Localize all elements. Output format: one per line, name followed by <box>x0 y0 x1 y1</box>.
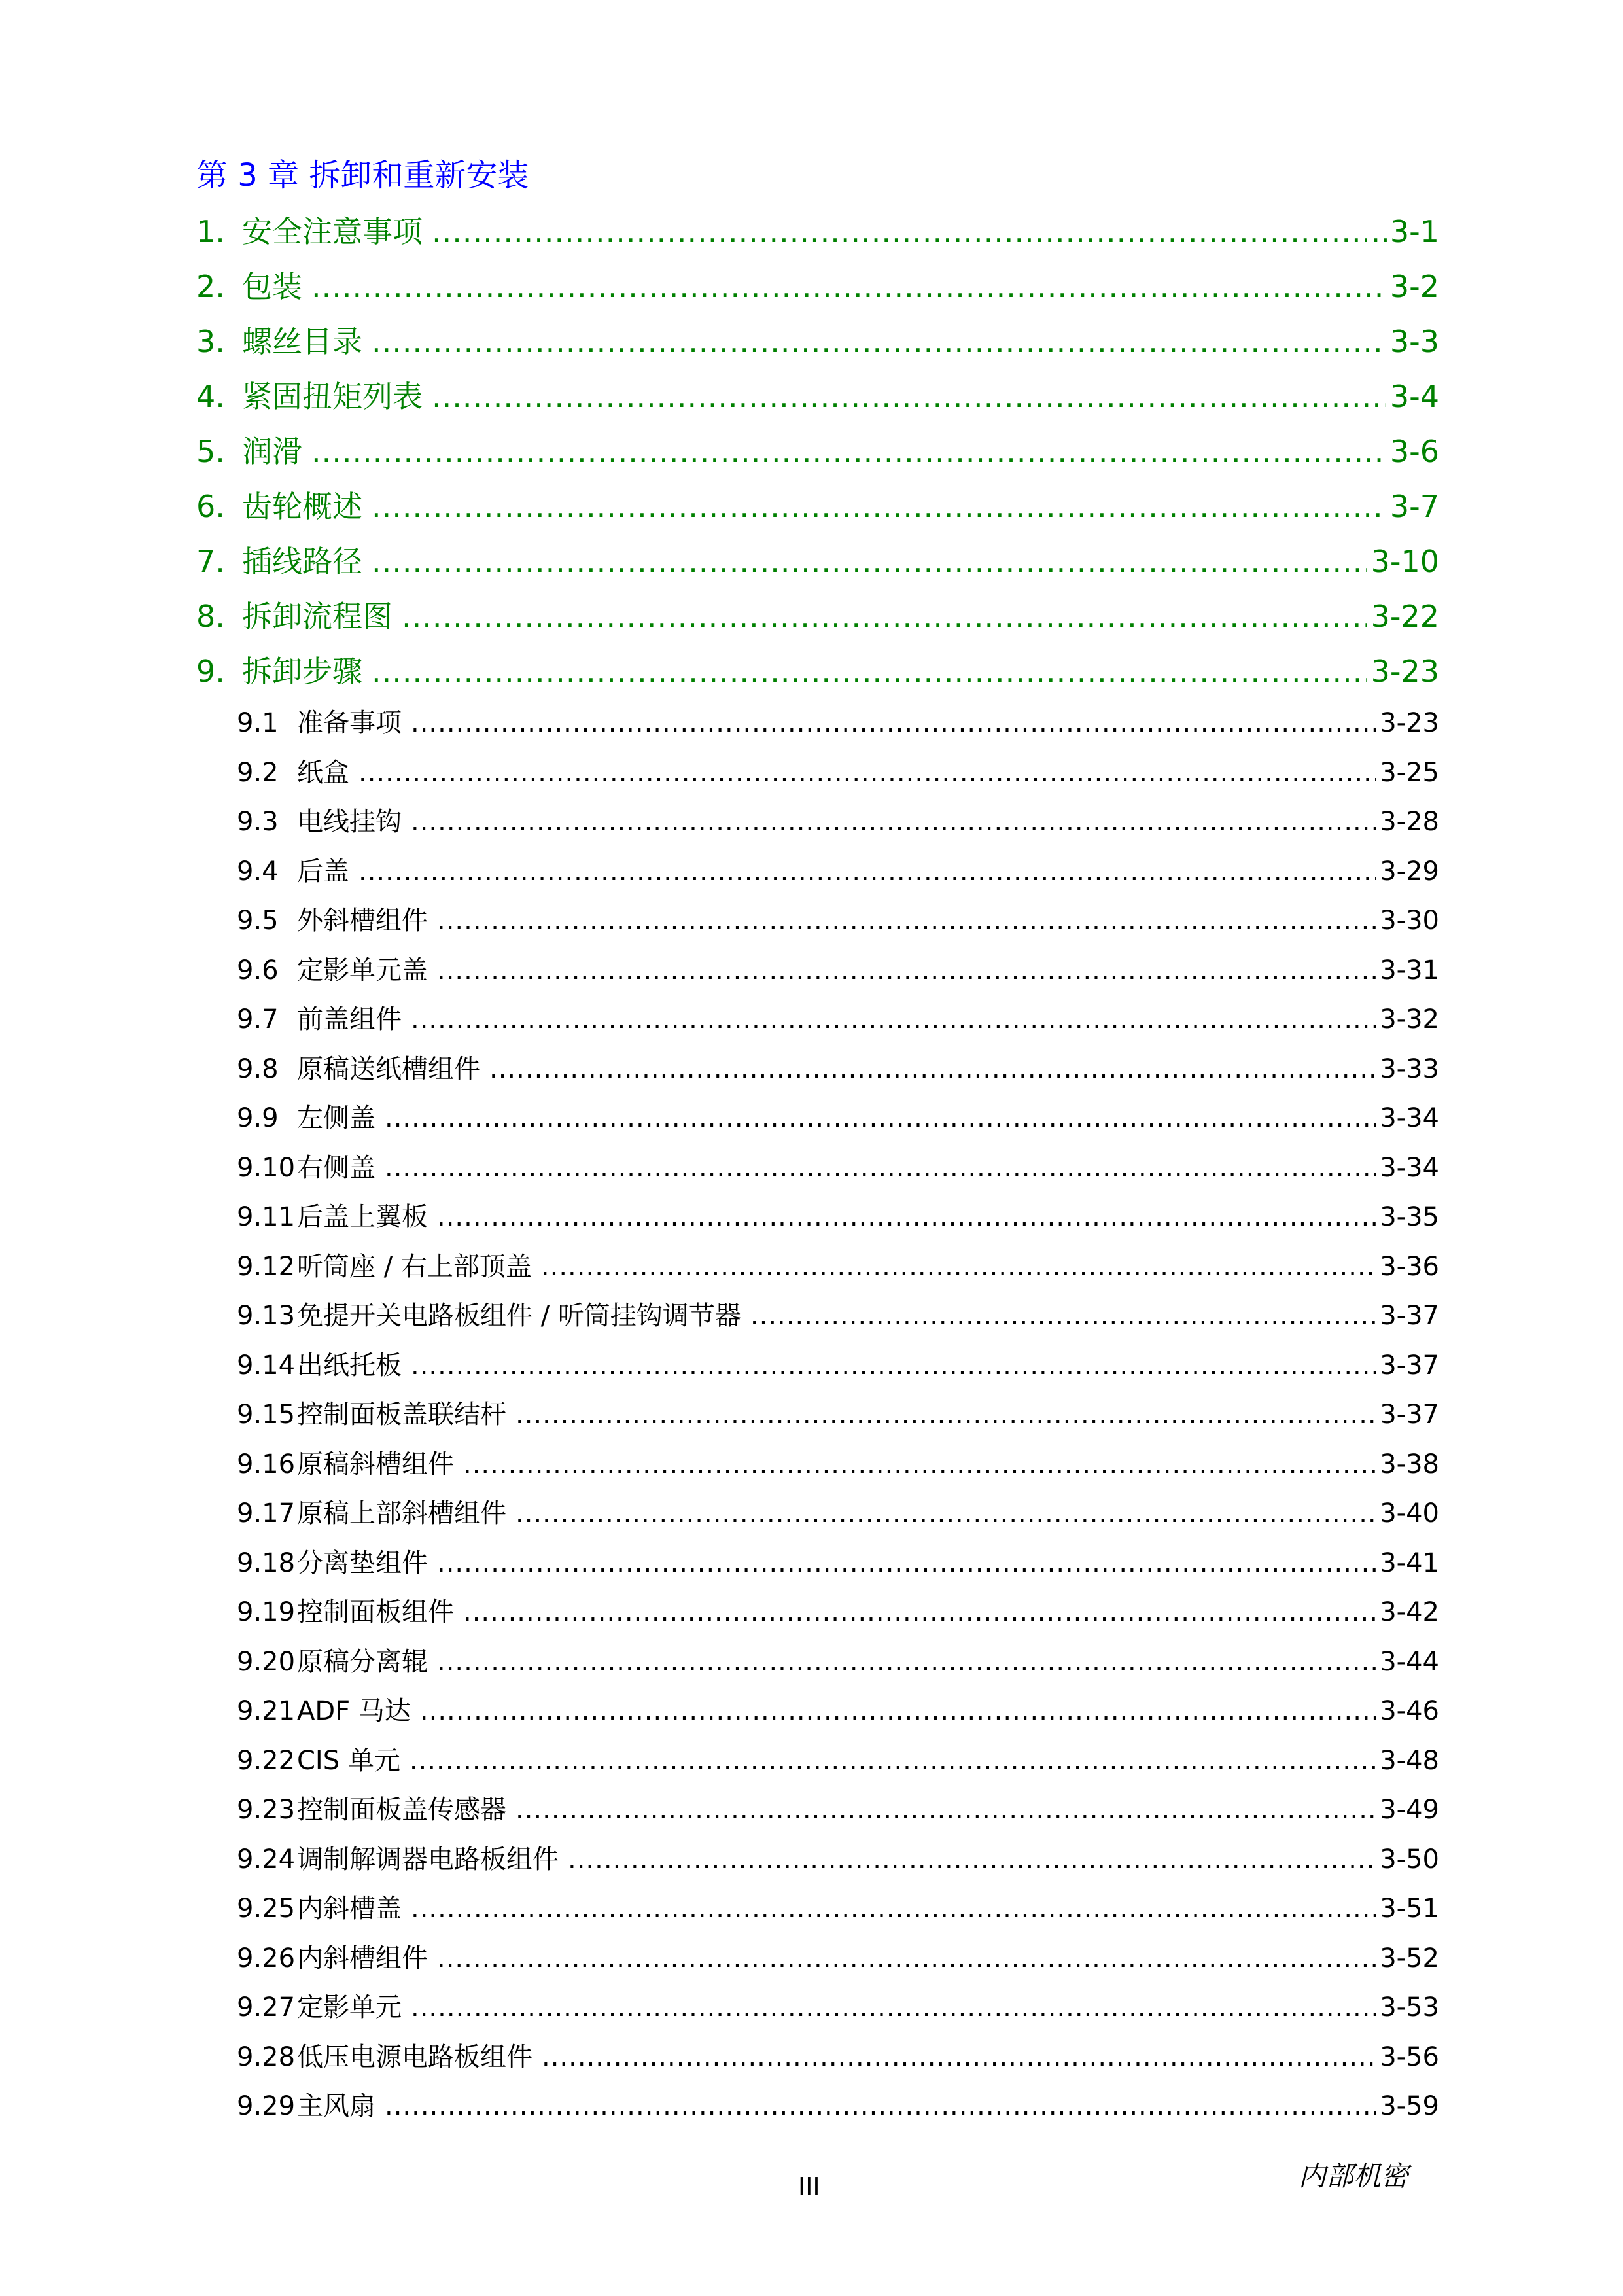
toc-section-entry[interactable] <box>196 424 1439 479</box>
toc-entry-title: 电线挂钩 <box>297 807 402 837</box>
toc-entry-page: 3-35 <box>1380 1202 1439 1232</box>
toc-entry-number: 9.1 <box>237 708 279 738</box>
toc-section-entry[interactable] <box>196 589 1439 644</box>
toc-entry-page: 3-4 <box>1389 379 1439 414</box>
toc-entry-number: 9.8 <box>237 1053 279 1084</box>
toc-entry-number: 9.2 <box>237 757 279 788</box>
toc-entry-number: 9.27 <box>237 1992 296 2022</box>
toc-entry-page: 3-34 <box>1380 1103 1439 1133</box>
toc-entry-number: 9.9 <box>237 1103 279 1133</box>
toc-entry-number: 9.23 <box>237 1795 296 1825</box>
toc-entry-page: 3-22 <box>1370 599 1439 634</box>
toc-entry-number: 9.12 <box>237 1251 296 1282</box>
toc-subsection-entry[interactable] <box>196 1737 1439 1786</box>
toc-entry-title: 出纸托板 <box>297 1350 402 1381</box>
toc-entry-title: 低压电源电路板组件 <box>297 2041 532 2072</box>
toc-entry-number: 9.13 <box>237 1301 296 1331</box>
toc-section-entry[interactable] <box>196 644 1439 699</box>
toc-entry-number: 9.11 <box>237 1202 296 1232</box>
toc-dot-leader <box>311 424 1386 479</box>
toc-entry-number: 9.6 <box>237 955 279 985</box>
toc-entry-page: 3-49 <box>1380 1795 1439 1825</box>
toc-entry-number: 9.18 <box>237 1547 296 1578</box>
toc-entry-number: 9.20 <box>237 1646 296 1677</box>
toc-dot-leader <box>372 314 1386 369</box>
toc-entry-page: 3-37 <box>1380 1350 1439 1381</box>
toc-entry-number: 9.14 <box>237 1350 296 1381</box>
toc-entry-title: 原稿分离辊 <box>297 1646 428 1677</box>
toc-dot-leader <box>437 946 1376 996</box>
toc-dot-leader <box>463 1588 1376 1638</box>
toc-entry-title: 原稿上部斜槽组件 <box>297 1498 506 1528</box>
toc-subsection-entry[interactable] <box>196 847 1439 897</box>
toc-entry-title: 外斜槽组件 <box>297 906 428 936</box>
toc-dot-leader <box>411 1341 1376 1391</box>
toc-entry-page: 3-32 <box>1380 1004 1439 1034</box>
toc-entry-title: 主风扇 <box>297 2091 375 2121</box>
toc-dot-leader <box>372 534 1367 589</box>
toc-subsection-entry[interactable] <box>196 896 1439 946</box>
toc-entry-page: 3-44 <box>1380 1646 1439 1677</box>
toc-subsection-entry[interactable] <box>196 1094 1439 1144</box>
confidential-mark: 内部机密 <box>1299 2160 1409 2192</box>
toc-entry-title: 定影单元 <box>297 1992 402 2022</box>
toc-entry-title: 拆卸流程图 <box>242 599 393 634</box>
toc-entry-number: 9.19 <box>237 1597 296 1627</box>
toc-subsection-entry[interactable] <box>196 1786 1439 1835</box>
toc-entry-page: 3-42 <box>1380 1597 1439 1627</box>
toc-entry-title: 控制面板组件 <box>297 1597 454 1627</box>
toc-entry-number: 2. <box>196 269 225 304</box>
toc-entry-number: 9.24 <box>237 1844 296 1875</box>
toc-entry-title: 拆卸步骤 <box>242 654 362 689</box>
toc-dot-leader <box>372 644 1367 699</box>
chapter-title: 第 3 章 拆卸和重新安装 <box>196 157 529 194</box>
toc-entry-page: 3-51 <box>1380 1894 1439 1924</box>
toc-subsection-entry[interactable] <box>196 1243 1439 1292</box>
toc-entry-number: 9.5 <box>237 906 279 936</box>
toc-subsection-entry[interactable] <box>196 1934 1439 1984</box>
toc-dot-leader <box>515 1390 1376 1440</box>
toc-entry-title: 右侧盖 <box>297 1152 375 1183</box>
toc-section-entry[interactable] <box>196 259 1439 314</box>
toc-dot-leader <box>385 1144 1376 1193</box>
toc-dot-leader <box>568 1835 1376 1885</box>
toc-entry-page: 3-2 <box>1389 269 1439 304</box>
toc-subsection-entry[interactable] <box>196 1588 1439 1638</box>
toc-subsection-entry[interactable] <box>196 1884 1439 1934</box>
toc-dot-leader <box>515 1489 1376 1539</box>
toc-section-entry[interactable] <box>196 479 1439 534</box>
toc-entry-title: 控制面板盖联结杆 <box>297 1400 506 1430</box>
toc-dot-leader <box>437 1934 1376 1984</box>
toc-entry-number: 9.22 <box>237 1745 296 1776</box>
toc-entry-title: 分离垫组件 <box>297 1547 428 1578</box>
toc-entry-title: 紧固扭矩列表 <box>242 379 423 414</box>
toc-subsection-entry[interactable] <box>196 1390 1439 1440</box>
toc-subsection-entry[interactable] <box>196 1835 1439 1885</box>
toc-entry-page: ..3-1 <box>1370 214 1439 249</box>
toc-subsection-entry[interactable] <box>196 1638 1439 1687</box>
toc-entry-page: 3-34 <box>1380 1152 1439 1183</box>
toc-subsection-entry[interactable] <box>196 1144 1439 1193</box>
toc-entry-page: 3-41 <box>1380 1547 1439 1578</box>
toc-entry-number: 9.28 <box>237 2041 296 2072</box>
toc-entry-page: 3-28 <box>1380 807 1439 837</box>
toc-subsection-entry[interactable] <box>196 798 1439 847</box>
toc-subsection-entry[interactable] <box>196 1539 1439 1589</box>
toc-dot-leader <box>411 798 1376 847</box>
toc-entry-number: 9.10 <box>237 1152 296 1183</box>
toc-entry-number: 9.7 <box>237 1004 279 1034</box>
toc-dot-leader <box>542 2033 1376 2083</box>
toc-section-entry[interactable] <box>196 369 1439 424</box>
toc-entry-page: 3-40 <box>1380 1498 1439 1528</box>
toc-entry-number: 5. <box>196 434 225 469</box>
toc-entry-number: 3. <box>196 324 225 359</box>
toc-dot-leader <box>489 1045 1376 1095</box>
toc-entry-number: 9.17 <box>237 1498 296 1528</box>
toc-entry-title: 内斜槽盖 <box>297 1894 402 1924</box>
toc-entry-title: 包装 <box>242 269 302 304</box>
toc-entry-number: 9.25 <box>237 1894 296 1924</box>
toc-entry-number: 8. <box>196 599 225 634</box>
toc-dot-leader <box>411 995 1376 1045</box>
toc-entry-page: 3-38 <box>1380 1449 1439 1479</box>
toc-entry-title: 齿轮概述 <box>242 489 362 524</box>
toc-dot-leader <box>463 1440 1376 1490</box>
toc-subsection-entry[interactable] <box>196 1687 1439 1737</box>
toc-entry-title: 原稿斜槽组件 <box>297 1449 454 1479</box>
page-number: III <box>798 2172 820 2201</box>
toc-entry-page: 3-59 <box>1380 2091 1439 2121</box>
toc-entry-number: 1. <box>196 214 225 249</box>
toc-entry-number: 9.26 <box>237 1943 296 1973</box>
toc-dot-leader <box>432 204 1367 259</box>
toc-entry-title: 左侧盖 <box>297 1103 375 1133</box>
toc-entry-title: 听筒座 / 右上部顶盖 <box>297 1251 532 1282</box>
toc-dot-leader <box>358 749 1376 798</box>
toc-section-entry[interactable] <box>196 314 1439 369</box>
toc-entry-title: 原稿送纸槽组件 <box>297 1053 480 1084</box>
toc-entry-number: 6. <box>196 489 225 524</box>
table-of-contents <box>196 204 1439 2132</box>
toc-entry-page: 3-52 <box>1380 1943 1439 1973</box>
toc-entry-title: 前盖组件 <box>297 1004 402 1034</box>
toc-subsection-entry[interactable] <box>196 1341 1439 1391</box>
toc-dot-leader <box>358 847 1376 897</box>
toc-entry-page: 3-23 <box>1380 708 1439 738</box>
toc-entry-page: 3-33 <box>1380 1053 1439 1084</box>
toc-entry-title: 安全注意事项 <box>242 214 423 249</box>
toc-entry-number: 9.15 <box>237 1400 296 1430</box>
toc-dot-leader <box>515 1786 1376 1835</box>
toc-dot-leader <box>385 2082 1376 2132</box>
toc-subsection-entry[interactable] <box>196 1193 1439 1243</box>
toc-subsection-entry[interactable] <box>196 1045 1439 1095</box>
toc-dot-leader <box>411 699 1376 749</box>
toc-entry-title: 螺丝目录 <box>242 324 362 359</box>
toc-subsection-entry[interactable] <box>196 1489 1439 1539</box>
toc-subsection-entry[interactable] <box>196 1440 1439 1490</box>
toc-entry-title: 免提开关电路板组件 / 听筒挂钩调节器 <box>297 1301 741 1331</box>
toc-entry-page: 3-29 <box>1380 856 1439 887</box>
toc-dot-leader <box>541 1243 1376 1292</box>
toc-entry-page: 3-23 <box>1370 654 1439 689</box>
toc-dot-leader <box>372 479 1386 534</box>
toc-entry-page: 3-30 <box>1380 906 1439 936</box>
toc-entry-title: 纸盒 <box>297 757 349 788</box>
toc-dot-leader <box>385 1094 1376 1144</box>
toc-dot-leader <box>410 1737 1376 1786</box>
toc-entry-page: 3-37 <box>1380 1400 1439 1430</box>
toc-entry-page: 3-25 <box>1380 757 1439 788</box>
toc-subsection-entry[interactable] <box>196 946 1439 996</box>
toc-entry-title: 定影单元盖 <box>297 955 428 985</box>
toc-entry-page: 3-6 <box>1389 434 1439 469</box>
toc-section-entry[interactable] <box>196 204 1439 259</box>
toc-subsection-entry[interactable] <box>196 2082 1439 2132</box>
toc-entry-title: 润滑 <box>242 434 302 469</box>
toc-entry-title: 准备事项 <box>297 708 402 738</box>
toc-section-entry[interactable] <box>196 534 1439 589</box>
toc-entry-title: 插线路径 <box>242 544 362 579</box>
toc-entry-title: 内斜槽组件 <box>297 1943 428 1973</box>
toc-dot-leader <box>432 369 1386 424</box>
toc-subsection-entry[interactable] <box>196 2033 1439 2083</box>
toc-entry-page: 3-53 <box>1380 1992 1439 2022</box>
toc-subsection-entry[interactable] <box>196 1983 1439 2033</box>
toc-entry-title: ADF 马达 <box>297 1696 411 1726</box>
toc-entry-page: 3-56 <box>1380 2041 1439 2072</box>
toc-entry-page: 3-10 <box>1370 544 1439 579</box>
toc-entry-page: 3-7 <box>1389 489 1439 524</box>
toc-entry-page: 3-37 <box>1380 1301 1439 1331</box>
toc-entry-number: 9.29 <box>237 2091 296 2121</box>
toc-dot-leader <box>402 589 1367 644</box>
toc-entry-title: 控制面板盖传感器 <box>297 1795 506 1825</box>
toc-entry-title: 后盖上翼板 <box>297 1202 428 1232</box>
toc-dot-leader <box>311 259 1386 314</box>
toc-dot-leader <box>437 1638 1376 1687</box>
toc-dot-leader <box>420 1687 1376 1737</box>
toc-subsection-entry[interactable] <box>196 749 1439 798</box>
toc-dot-leader <box>437 1539 1376 1589</box>
toc-entry-number: 9.16 <box>237 1449 296 1479</box>
toc-dot-leader <box>411 1884 1376 1934</box>
toc-entry-number: 9.4 <box>237 856 279 887</box>
toc-entry-number: 9.3 <box>237 807 279 837</box>
toc-entry-page: 3-48 <box>1380 1745 1439 1776</box>
toc-entry-number: 7. <box>196 544 225 579</box>
toc-entry-title: 后盖 <box>297 856 349 887</box>
toc-entry-page: 3-50 <box>1380 1844 1439 1875</box>
toc-dot-leader <box>411 1983 1376 2033</box>
toc-entry-page: 3-46 <box>1380 1696 1439 1726</box>
toc-entry-number: 4. <box>196 379 225 414</box>
toc-entry-page: 3-31 <box>1380 955 1439 985</box>
toc-entry-number: 9. <box>196 654 225 689</box>
toc-dot-leader <box>750 1292 1376 1341</box>
toc-subsection-entry[interactable] <box>196 995 1439 1045</box>
toc-entry-title: CIS 单元 <box>297 1745 400 1776</box>
toc-dot-leader <box>437 1193 1376 1243</box>
toc-dot-leader <box>437 896 1376 946</box>
toc-entry-title: 调制解调器电路板组件 <box>297 1844 559 1875</box>
toc-entry-number: 9.21 <box>237 1696 296 1726</box>
toc-entry-page: 3-36 <box>1380 1251 1439 1282</box>
toc-subsection-entry[interactable] <box>196 1292 1439 1341</box>
toc-subsection-entry[interactable] <box>196 699 1439 749</box>
toc-entry-page: 3-3 <box>1389 324 1439 359</box>
